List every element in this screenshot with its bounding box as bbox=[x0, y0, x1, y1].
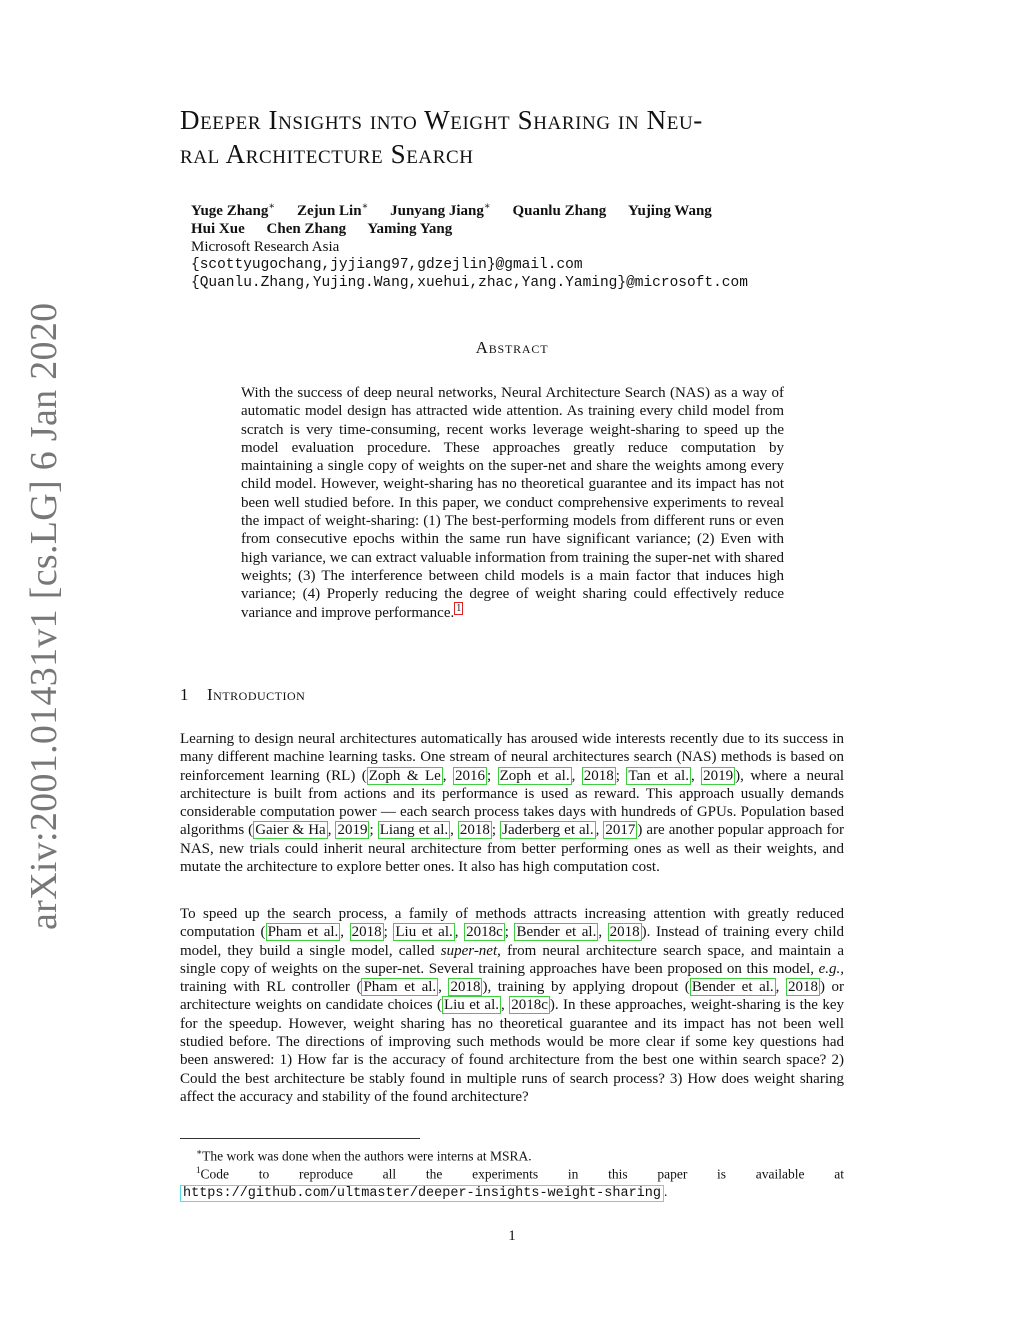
citation-link[interactable]: Zoph et al. bbox=[499, 767, 570, 784]
author: Yuge Zhang∗ bbox=[191, 201, 276, 219]
author: Zejun Lin∗ bbox=[296, 201, 369, 219]
citation-link[interactable]: 2019 bbox=[337, 822, 368, 839]
citation-link[interactable]: Tan et al. bbox=[628, 767, 689, 784]
footnote-link[interactable]: 1 bbox=[456, 602, 462, 614]
citation-link[interactable]: Bender et al. bbox=[691, 979, 774, 996]
citation-link[interactable]: 2018c bbox=[511, 997, 548, 1014]
author: Hui Xue bbox=[191, 221, 245, 237]
intro-paragraph-1: Learning to design neural architectures automatically has aroused wide interests recently due to its success in many different machine learning tasks. One stream of neural architectures search (NAS) methods is based on reinforcement learning (RL) ( Zoph & Le , 2016 ; Zoph et al. , 2018 ; Tan et al. , 2019 ), where a neural architecture is built from actions and its performance is used as reward. This approach usually demands considerable computation power — each search process takes days with hundreds of GPUs. Population based algorithms ( Gaier & Ha , 2019 ; Liang et al. , 2018 ; Jaderberg et al. , 2017 ) are another popular approach for NAS, new trials could inherit neural architecture from better performing ones as well as their weights, and mutate the architecture to explore better ones. It also has high computation cost. bbox=[180, 731, 845, 876]
author-block bbox=[191, 198, 748, 292]
intro-paragraph-2: To speed up the search process, a family of methods attracts increasing attention with greatly reduced computation ( Pham et al. , 2018 ; Liu et al. , 2018c ; Bender et al. , 2018 ). Instead of training every child model, they build a single model, called super-net, from neural architecture search space, and maintain a single copy of weights on the super-net. Several training approaches have been proposed on this model, e.g., training with RL controller ( Pham et al. , 2018 ), training by applying dropout ( Bender et al. , 2018 ) or architecture weights on candidate choices ( Liu et al. , 2018c ). In these approaches, weight-sharing is the key for the speedup. However, weight sharing has no theoretical guarantee and its impact has not been well studied before. The directions of improving such methods would be more clear if some key questions had been answered: 1) How far is the accuracy of found architecture from the best one within search space? 2) Could the best architecture be stably found in multiple runs of search process? 3) How does weight sharing affect the accuracy and stability of the found architecture? bbox=[180, 906, 845, 1105]
citation-link[interactable]: 2018 bbox=[583, 767, 614, 784]
citation-link[interactable]: Pham et al. bbox=[363, 979, 437, 996]
citation-link[interactable]: Liu et al. bbox=[443, 997, 500, 1014]
footnote-2: $^1$Code to reproduce all the experiments in this paper is available at https://github.com/ultmaster/deeper-insights-weight-sharing . bbox=[180, 1162, 844, 1202]
author-row-1 bbox=[191, 198, 748, 220]
citation-link[interactable]: Liang et al. bbox=[379, 822, 449, 839]
email-line-2: {Quanlu.Zhang,Yujing.Wang,xuehui,zhac,Yang.Yaming}@microsoft.com bbox=[191, 275, 748, 291]
citation-link[interactable]: Zoph & Le bbox=[368, 767, 441, 784]
footnote-rule bbox=[180, 1138, 420, 1139]
author: Yaming Yang bbox=[367, 221, 453, 237]
title-line-2: ral Architecture Search bbox=[180, 139, 474, 169]
abstract-body: With the success of deep neural networks, Neural Architecture Search (NAS) as a way of automatic model design has attracted wide attention. As training every child model from scratch is very time-consuming, recent works leverage weight-sharing to speed up the model evaluation procedure. These approaches greatly reduce computation by maintaining a single copy of weights on the super-net and share the weights among every child model. However, weight-sharing has no theoretical guarantee and its impact has not been well studied before. In this paper, we conduct comprehensive experiments to reveal the impact of weight-sharing: (1) The best-performing models from different runs or even from consecutive epochs within the same run have significant variance; (2) Even with high variance, we can extract valuable information from training the super-net with shared weights; (3) The interference between child models is a main factor that induces high variance; (4) Properly reducing the degree of weight sharing could effectively reduce variance and improve performance. $^1$ bbox=[241, 385, 784, 621]
author: Yujing Wang bbox=[628, 203, 712, 219]
citation-link[interactable]: 2018 bbox=[609, 924, 640, 941]
paper-title bbox=[180, 103, 850, 171]
citation-link[interactable]: 2018 bbox=[459, 822, 490, 839]
citation-link[interactable]: 2018 bbox=[787, 979, 818, 996]
page-number: 1 bbox=[508, 1228, 516, 1244]
title-line-1: Deeper Insights into Weight Sharing in Neu- bbox=[180, 105, 703, 135]
section-heading: 1 Introduction bbox=[180, 685, 306, 704]
citation-link[interactable]: Liu et al. bbox=[395, 924, 453, 941]
abstract-heading: Abstract bbox=[475, 338, 549, 357]
citation-link[interactable]: 2018 bbox=[351, 924, 382, 941]
citation-link[interactable]: Pham et al. bbox=[267, 924, 339, 941]
citation-link[interactable]: Gaier & Ha bbox=[255, 822, 326, 839]
citation-link[interactable]: Jaderberg et al. bbox=[502, 822, 594, 839]
citation-link[interactable]: Bender et al. bbox=[516, 924, 597, 941]
email-line-1: {scottyugochang,jyjiang97,gdzejlin}@gmail.com bbox=[191, 257, 583, 273]
footnote-1: ∗The work was done when the authors were interns at MSRA. bbox=[196, 1147, 532, 1164]
author: Junyang Jiang∗ bbox=[390, 201, 491, 219]
citation-link[interactable]: 2018c bbox=[466, 924, 503, 941]
citation-link[interactable]: 2016 bbox=[455, 767, 485, 784]
author: Quanlu Zhang bbox=[512, 203, 607, 219]
citation-link[interactable]: 2019 bbox=[703, 767, 734, 784]
arxiv-stamp: arXiv:2001.01431v1 [cs.LG] 6 Jan 2020 bbox=[23, 302, 65, 930]
citation-link[interactable]: 2017 bbox=[605, 822, 636, 839]
author-row-2 bbox=[191, 220, 748, 238]
github-link[interactable]: https://github.com/ultmaster/deeper-insights-weight-sharing bbox=[180, 1185, 664, 1202]
affiliation: Microsoft Research Asia bbox=[191, 239, 340, 255]
author: Chen Zhang bbox=[266, 221, 347, 237]
citation-link[interactable]: 2018 bbox=[450, 979, 481, 996]
